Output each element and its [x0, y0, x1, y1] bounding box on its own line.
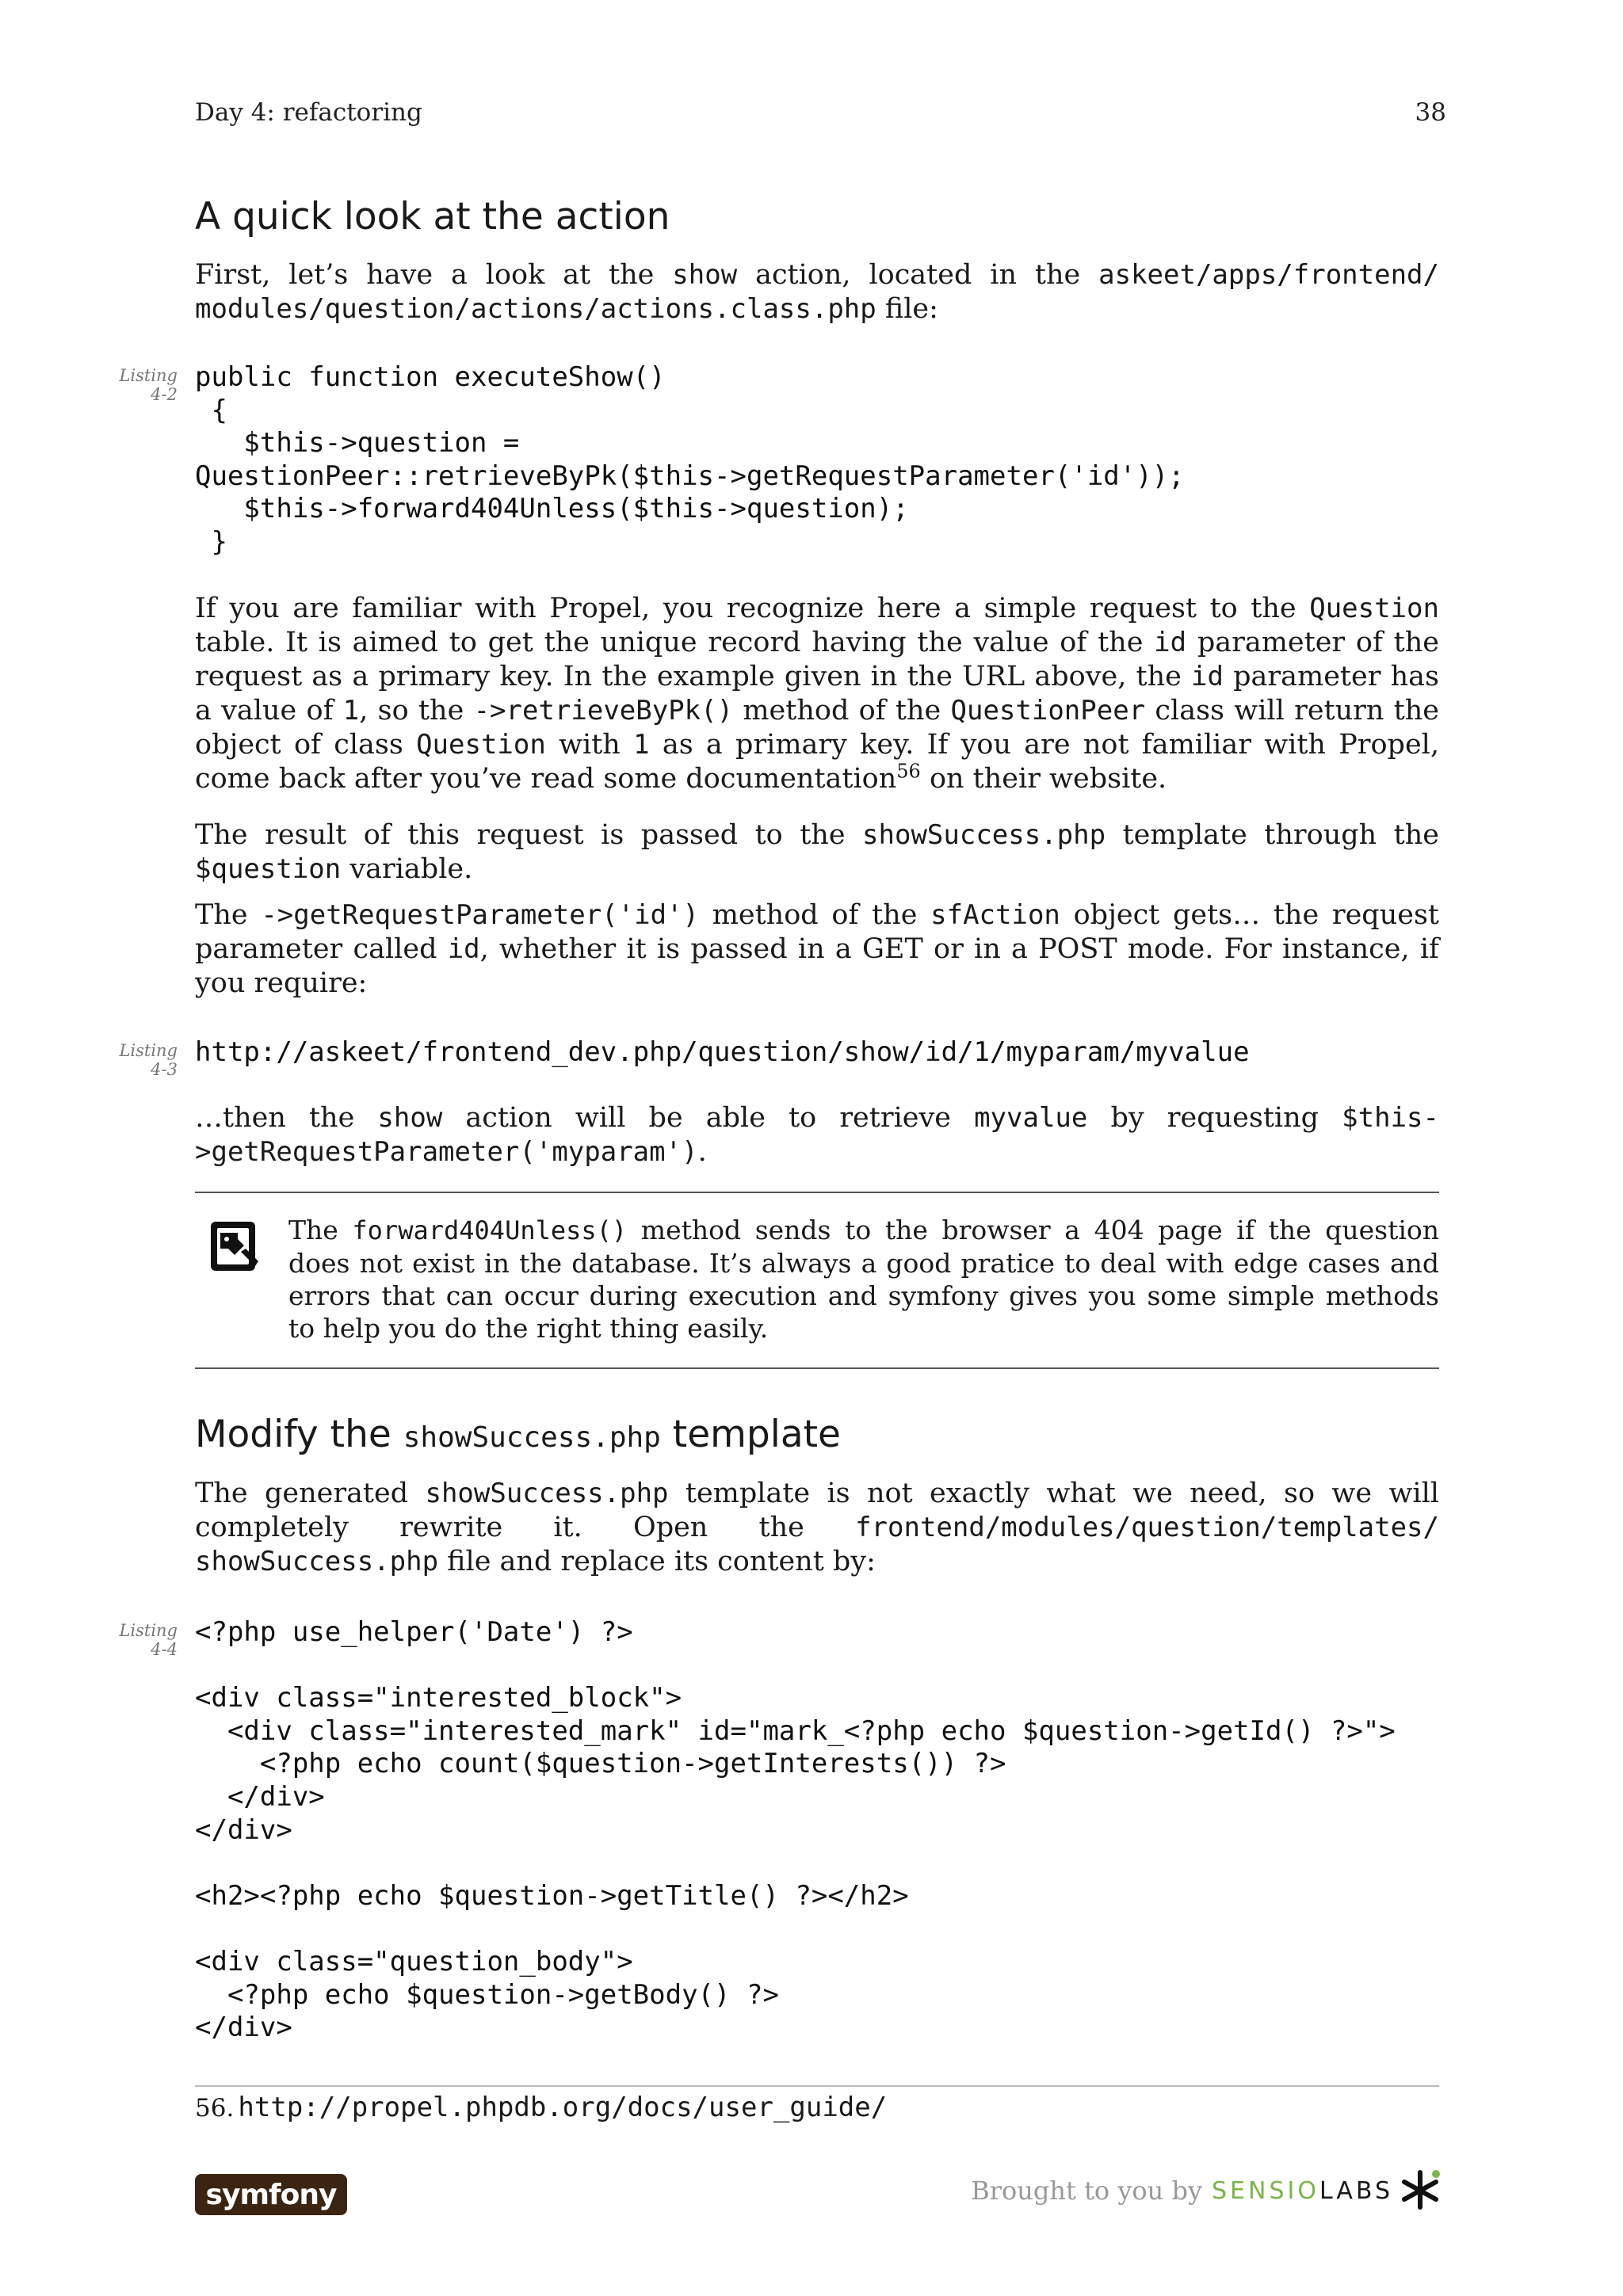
code-listing-4-2: public function executeShow() { $this->question = QuestionPeer::retrieveByPk($this->getRequestParameter('id')); $this->forward404Unless($this->question); } [195, 361, 1185, 558]
footnote-ref-56[interactable]: 56 [896, 760, 921, 783]
brought-by-sensiolabs: Brought to you by SENSIO LABS [971, 2176, 1393, 2206]
section-title-modify-template: Modify the showSuccess.php template [195, 1413, 841, 1456]
footnote-rule [195, 2085, 1439, 2087]
symfony-logo: symfony [195, 2174, 347, 2215]
paragraph-propel: If you are familiar with Propel, you recognize here a simple request to the Question table. It is aimed to get the unique record having the value of the id parameter of the request as a primary key. In the example given in the URL above, the id parameter has a value of 1, so the ->retrieveByPk() method of the QuestionPeer class will return the object of class Question with 1 as a primary key. If you are not familiar with Propel, come back after you’ve read some documentation$^{56}$ on their website. [195, 593, 1440, 795]
listing-label-4-4: Listing 4-4 [119, 1621, 178, 1659]
section-title-quick-look: A quick look at the action [195, 195, 670, 238]
note-bottom-rule [195, 1367, 1439, 1369]
code-listing-4-3: http://askeet/frontend_dev.php/question/show/id/1/myparam/myvalue [195, 1036, 1250, 1068]
paragraph-result: The result of this request is passed to the showSuccess.php template through the $question variable. [195, 819, 1439, 885]
paragraph-get-request-parameter: The ->getRequestParameter('id') method of the sfAction object gets… the request parameter called id, whether it is passed in a GET or in a POST mode. For instance, if you require: [195, 899, 1439, 999]
intro-paragraph: First, let’s have a look at the show action, located in the askeet/apps/frontend/ modules/question/actions/actions.class.php file: [195, 259, 1439, 325]
code-listing-4-4: <?php use_helper('Date') ?> <div class="interested_block"> <div class="interested_mark" id="mark_<?php echo $question->getId() ?>"> <?php echo count($question->getInterests()) ?> </div> </div> <h2><?php echo $question->getTitle() ?></h2> <div class="question_body"> <?php echo $question->getBody() ?> </div> [195, 1616, 1396, 2044]
footnote-link[interactable]: http://propel.phpdb.org/docs/user_guide/ [238, 2092, 888, 2123]
note-body: The forward404Unless() method sends to the browser a 404 page if the question does not exist in the database. It’s always a good pratice to deal with edge cases and errors that can occur during execution and symfony gives you some simple methods to help you do the right thing easily. [288, 1215, 1439, 1344]
listing-label-4-2: Listing 4-2 [119, 366, 178, 404]
paragraph-then: …then the show action will be able to retrieve myvalue by requesting $this- >getRequestParameter('myparam'). [195, 1102, 1439, 1168]
paragraph-generated-template: The generated showSuccess.php template is not exactly what we need, so we will completely rewrite it. Open the frontend/modules/question/templates/ showSuccess.php file and replace its content by: [195, 1478, 1439, 1577]
note-top-rule [195, 1192, 1439, 1193]
note-icon [206, 1217, 263, 1277]
running-header-chapter: Day 4: refactoring [195, 98, 422, 127]
sensiolabs-star-icon [1398, 2168, 1442, 2212]
listing-label-4-3: Listing 4-3 [119, 1041, 178, 1079]
footnote-56: 56. http://propel.phpdb.org/docs/user_guide/ [195, 2092, 888, 2123]
page-number: 38 [1415, 98, 1446, 127]
